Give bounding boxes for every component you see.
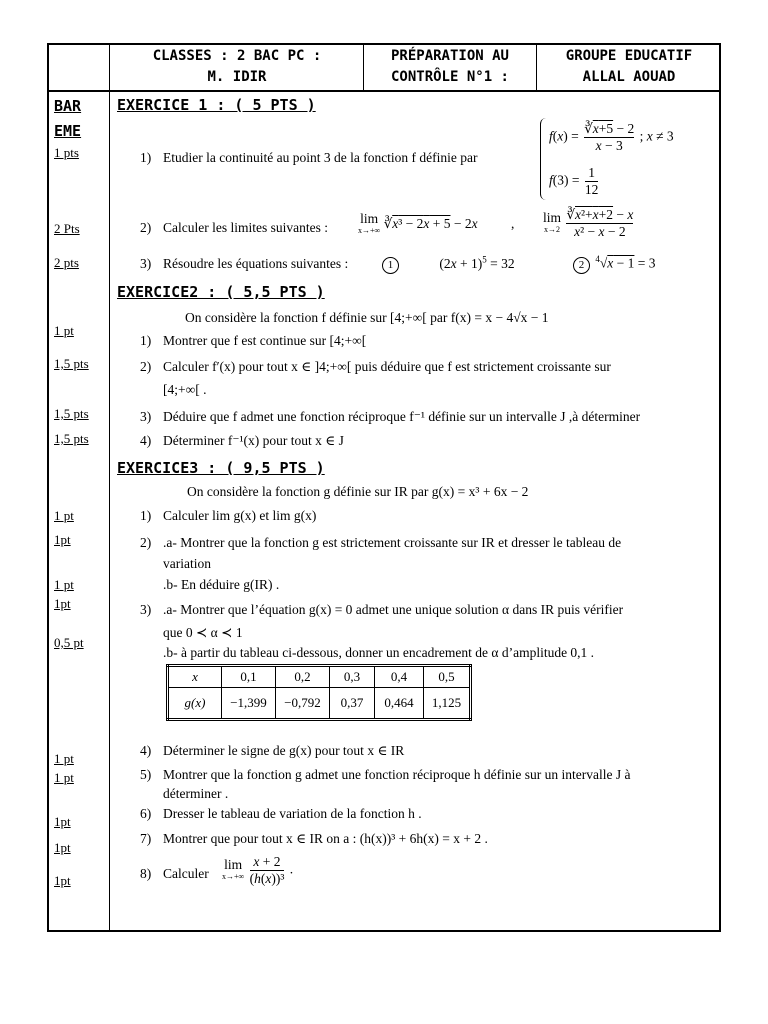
exercise3-title: EXERCICE3 : ( 9,5 PTS ) <box>117 459 325 477</box>
ex3-q1-number: 1) <box>140 508 152 523</box>
ex3-q8-number: 8) <box>140 866 152 881</box>
column-divider <box>109 43 110 932</box>
control-label: CONTRÔLE N°1 : <box>390 69 509 85</box>
values-table <box>166 664 472 721</box>
ex3-q4-number: 4) <box>140 743 152 758</box>
ex3-q5-text: Montrer que la fonction g admet une fonction réciproque h définie sur un intervalle J à <box>163 767 631 782</box>
ex1-q1-text: Etudier la continuité au point 3 de la fonction f définie par <box>163 150 478 165</box>
ex1-q2-limit1: lim x→+∞ ∛x³ − 2x + 5 − 2x , <box>358 211 515 235</box>
ex1-q2-limit2: lim x→2 $\frac{\text{∛x²+x+2 − x}}{\text{x² − x − 2}}$ <box>543 207 634 239</box>
ex3-q3a-text: .a- Montrer que l’équation g(x) = 0 admet une unique solution α dans IR puis vérifier <box>163 602 624 617</box>
ex1-q3-text: Résoudre les équations suivantes : <box>163 256 349 271</box>
points-ex3-q3a: 1pt <box>54 596 71 611</box>
table-cell: g(x) <box>168 688 222 720</box>
table-row <box>168 688 471 720</box>
table-cell: 0,5 <box>424 666 471 688</box>
ex3-intro: On considère la fonction g définie sur IR par g(x) = x³ + 6x − 2 <box>187 484 529 499</box>
points-ex3-q5: 1 pt <box>54 770 74 785</box>
ex3-q2b-text: .b- En déduire g(IR) . <box>163 577 280 592</box>
points-ex3-q7: 1pt <box>54 840 71 855</box>
points-ex3-q8: 1pt <box>54 873 71 888</box>
prep-label: PRÉPARATION AU <box>390 48 509 64</box>
ex3-q2a-text-cont: variation <box>163 556 211 571</box>
header-underline <box>47 90 721 92</box>
group-name: ALLAL AOUAD <box>582 69 676 85</box>
points-ex3-q1: 1 pt <box>54 508 74 523</box>
table-cell: −0,792 <box>276 688 330 720</box>
table-cell: −1,399 <box>222 688 276 720</box>
ex1-q3-eq1: 1 $(2x + 1)^5 = 32$ <box>380 254 515 274</box>
ex3-q2-number: 2) <box>140 535 152 550</box>
points-ex2-q3: 1,5 pts <box>54 406 89 421</box>
ex3-q2a-text: .a- Montrer que la fonction g est strictement croissante sur IR et dresser le tableau de <box>163 535 622 550</box>
bareme-title-1: BAR <box>54 97 82 115</box>
header-classes <box>112 46 362 90</box>
points-ex3-q2b: 1 pt <box>54 577 74 592</box>
teacher-label: M. IDIR <box>207 69 267 85</box>
points-ex2-q2: 1,5 pts <box>54 356 89 371</box>
ex2-q3-number: 3) <box>140 409 152 424</box>
ex2-q4-text: Déterminer f⁻¹(x) pour tout x ∈ J <box>163 433 344 448</box>
bareme-title-2: EME <box>54 122 82 140</box>
points-ex1-q2: 2 Pts <box>54 221 80 236</box>
ex3-q8-limit: lim x→+∞ $\frac{x + 2}{\text{(h(x))³}}$ . <box>222 854 294 886</box>
points-ex1-q1: 1 pts <box>54 145 79 160</box>
table-cell: 0,464 <box>375 688 424 720</box>
bareme-title <box>54 95 81 142</box>
header-divider-1 <box>363 43 364 91</box>
header-group <box>538 46 720 90</box>
table-row <box>168 666 471 688</box>
ex3-q6-text: Dresser le tableau de variation de la fonction h . <box>163 806 422 821</box>
ex1-q1-number: 1) <box>140 150 152 165</box>
table-cell: 1,125 <box>424 688 471 720</box>
ex2-q4-number: 4) <box>140 433 152 448</box>
ex2-q2-number: 2) <box>140 359 152 374</box>
ex3-q5-text-cont: déterminer . <box>163 786 229 801</box>
ex1-system-line1: f(x) = $\frac{∛x+5 - 2}{x - 3}$ ; x ≠ 3 <box>549 121 674 153</box>
ex2-q1-number: 1) <box>140 333 152 348</box>
ex2-intro: On considère la fonction f définie sur [4;+∞[ par f(x) = x − 4√x − 1 <box>185 310 549 325</box>
points-ex2-q1: 1 pt <box>54 323 74 338</box>
ex2-q2-text: Calculer f′(x) pour tout x ∈ ]4;+∞[ puis déduire que f est strictement croissante sur <box>163 359 611 374</box>
table-cell: 0,2 <box>276 666 330 688</box>
header-divider-2 <box>536 43 537 91</box>
ex3-q6-number: 6) <box>140 806 152 821</box>
exercise1-title: EXERCICE 1 : ( 5 PTS ) <box>117 96 316 114</box>
ex3-q7-text: Montrer que pour tout x ∈ IR on a : (h(x))³ + 6h(x) = x + 2 . <box>163 831 488 846</box>
classes-label: CLASSES : 2 BAC PC : <box>152 48 322 64</box>
ex3-q8-text: Calculer <box>163 866 209 881</box>
ex3-q1-text: Calculer lim g(x) et lim g(x) <box>163 508 317 523</box>
table-cell: 0,1 <box>222 666 276 688</box>
ex2-q2-text-cont: [4;+∞[ . <box>163 382 207 397</box>
ex1-q3-number: 3) <box>140 256 152 271</box>
table-cell: x <box>168 666 222 688</box>
points-ex3-q3b: 0,5 pt <box>54 635 84 650</box>
ex1-q2-text: Calculer les limites suivantes : <box>163 220 328 235</box>
points-ex3-q4: 1 pt <box>54 751 74 766</box>
header-prep <box>365 46 535 90</box>
table-cell: 0,3 <box>330 666 375 688</box>
ex2-q3-text: Déduire que f admet une fonction réciproque f⁻¹ définie sur un intervalle J ,à déterminer <box>163 409 641 424</box>
table-cell: 0,37 <box>330 688 375 720</box>
table-cell: 0,4 <box>375 666 424 688</box>
ex1-system-line2: f(3) = $\frac{1}{12}$ <box>549 165 599 197</box>
ex3-q3-number: 3) <box>140 602 152 617</box>
ex2-q1-text: Montrer que f est continue sur [4;+∞[ <box>163 333 367 348</box>
ex3-q4-text: Déterminer le signe de g(x) pour tout x ∈ IR <box>163 743 405 758</box>
ex1-q3-eq2: 2 $^4$√x − 1 = 3 <box>571 254 656 274</box>
points-ex3-q2a: 1pt <box>54 532 71 547</box>
points-ex1-q3: 2 pts <box>54 255 79 270</box>
exercise2-title: EXERCICE2 : ( 5,5 PTS ) <box>117 283 325 301</box>
ex3-q3b-text: .b- à partir du tableau ci-dessous, donner un encadrement de α d’amplitude 0,1 . <box>163 645 595 660</box>
ex3-q5-number: 5) <box>140 767 152 782</box>
ex3-q3a-text-cont: que 0 ≺ α ≺ 1 <box>163 625 243 640</box>
points-ex2-q4: 1,5 pts <box>54 431 89 446</box>
points-ex3-q6: 1pt <box>54 814 71 829</box>
group-label: GROUPE EDUCATIF <box>565 48 693 64</box>
ex1-q2-number: 2) <box>140 220 152 235</box>
ex3-q7-number: 7) <box>140 831 152 846</box>
